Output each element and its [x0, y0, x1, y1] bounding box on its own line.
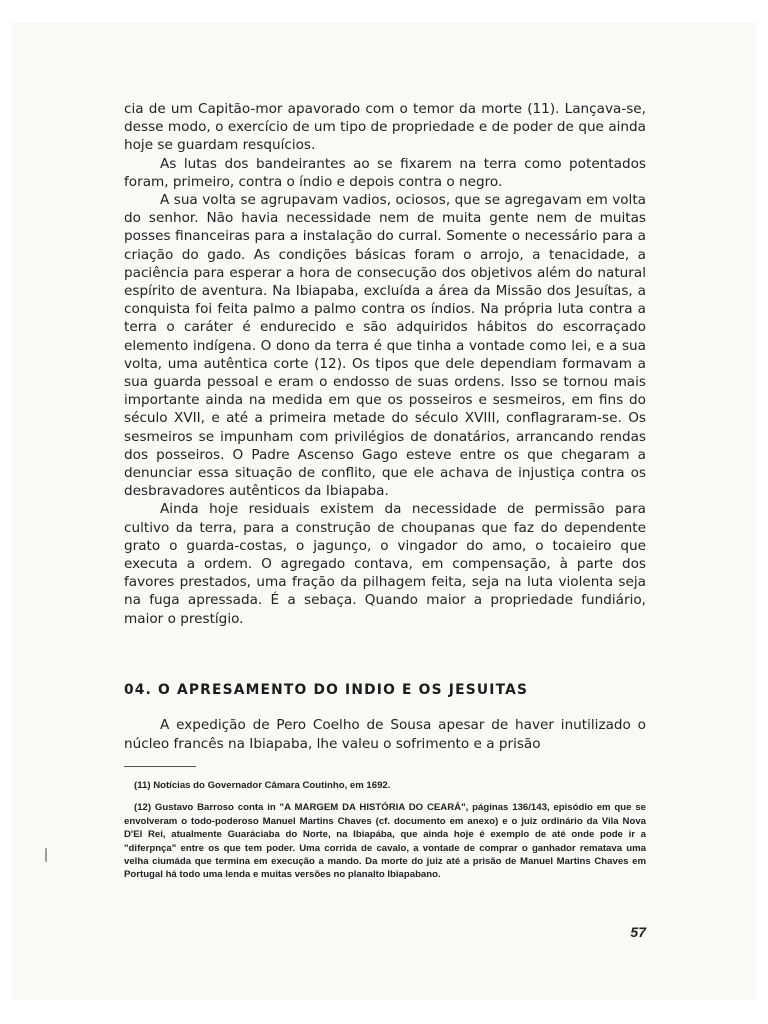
page-number: 57: [630, 924, 646, 940]
paragraph: Ainda hoje residuais existem da necessidade de permissão para cultivo da terra, para a construção de choupanas que faz do dependente grato o guarda-costas, o jagunço, o vingador do amo, o tocaieiro que executa a ordem. O agregado contava, em compensação, à parte dos favores prestados, uma fração da pilhagem feita, seja na luta violenta seja na fuga apressada. É a sebaça. Quando maior a propriedade fundiário, maior o prestígio.: [124, 501, 646, 627]
footnote-12: (12) Gustavo Barroso conta in "A MARGEM DA HISTÓRIA DO CEARÁ", páginas 136/143, episódio em que se envolveram o todo-poderoso Manuel Martins Chaves (cf. documento em anexo) e o juiz ordinário da Vila Nova D'El Rei, atualmente Guaráciaba do Norte, na Ibiapába, que ainda hoje é exemplo de até onde pode ir a "diferpnça" entre os que tem poder. Uma corrida de cavalo, a vontade de comprar o ganhador rematava uma velha ciumáda que termina em execução a mando. Da morte do juiz até a prisão de Manuel Martins Chaves em Portugal há todo uma lenda e muitas versões no planalto Ibiapabano.: [124, 802, 646, 881]
footnote-divider: [124, 766, 196, 767]
section-paragraph: A expedição de Pero Coelho de Sousa apesar de haver inutilizado o núcleo francês na Ibiapaba, lhe valeu o sofrimento e a prisão: [124, 717, 646, 752]
footnotes: [124, 779, 646, 882]
body-text: [124, 100, 646, 628]
paragraph: A sua volta se agrupavam vadios, ociosos, que se agregavam em volta do senhor. Não havia necessidade nem de muita gente nem de muitas posses financeiras para a instalação do curral. Somente o necessário para a criação do gado. As condições básicas foram o arrojo, a tenacidade, a paciência para esperar a hora de consecução dos objetivos além do natural espírito de aventura. Na Ibiapaba, excluída a área da Missão dos Jesuítas, a conquista foi feita palmo a palmo contra os índios. Na própria luta contra a terra o caráter é endurecido e são adquiridos hábitos do escorraçado elemento indígena. O dono da terra é que tinha a vontade como lei, e a sua volta, uma autêntica corte (12). Os tipos que dele dependiam formavam a sua guarda pessoal e eram o endosso de suas ordens. Isso se tornou mais importante ainda na medida em que os posseiros e sesmeiros, em fins do século XVII, e até a primeira metade do século XVIII, conflagraram-se. Os sesmeiros se impunham com privilégios de donatários, arrancando rendas dos posseiros. O Padre Ascenso Gago esteve entre os que chegaram a denunciar essa situação de conflito, que ele achava de injustiça contra os desbravadores autênticos da Ibiapaba.: [124, 192, 646, 500]
footnote-11: (11) Notícias do Governador Câmara Coutinho, em 1692.: [134, 780, 391, 791]
paragraph: cia de um Capitão-mor apavorado com o temor da morte (11). Lançava-se, desse modo, o exercício de um tipo de propriedade e de poder de que ainda hoje se guardam resquícios.: [124, 101, 646, 154]
paragraph: As lutas dos bandeirantes ao se fixarem na terra como potentados foram, primeiro, contra o índio e depois contra o negro.: [124, 155, 646, 190]
margin-mark: [45, 848, 47, 862]
section-heading: 04. O APRESAMENTO DO INDIO E OS JESUITAS: [124, 682, 529, 698]
